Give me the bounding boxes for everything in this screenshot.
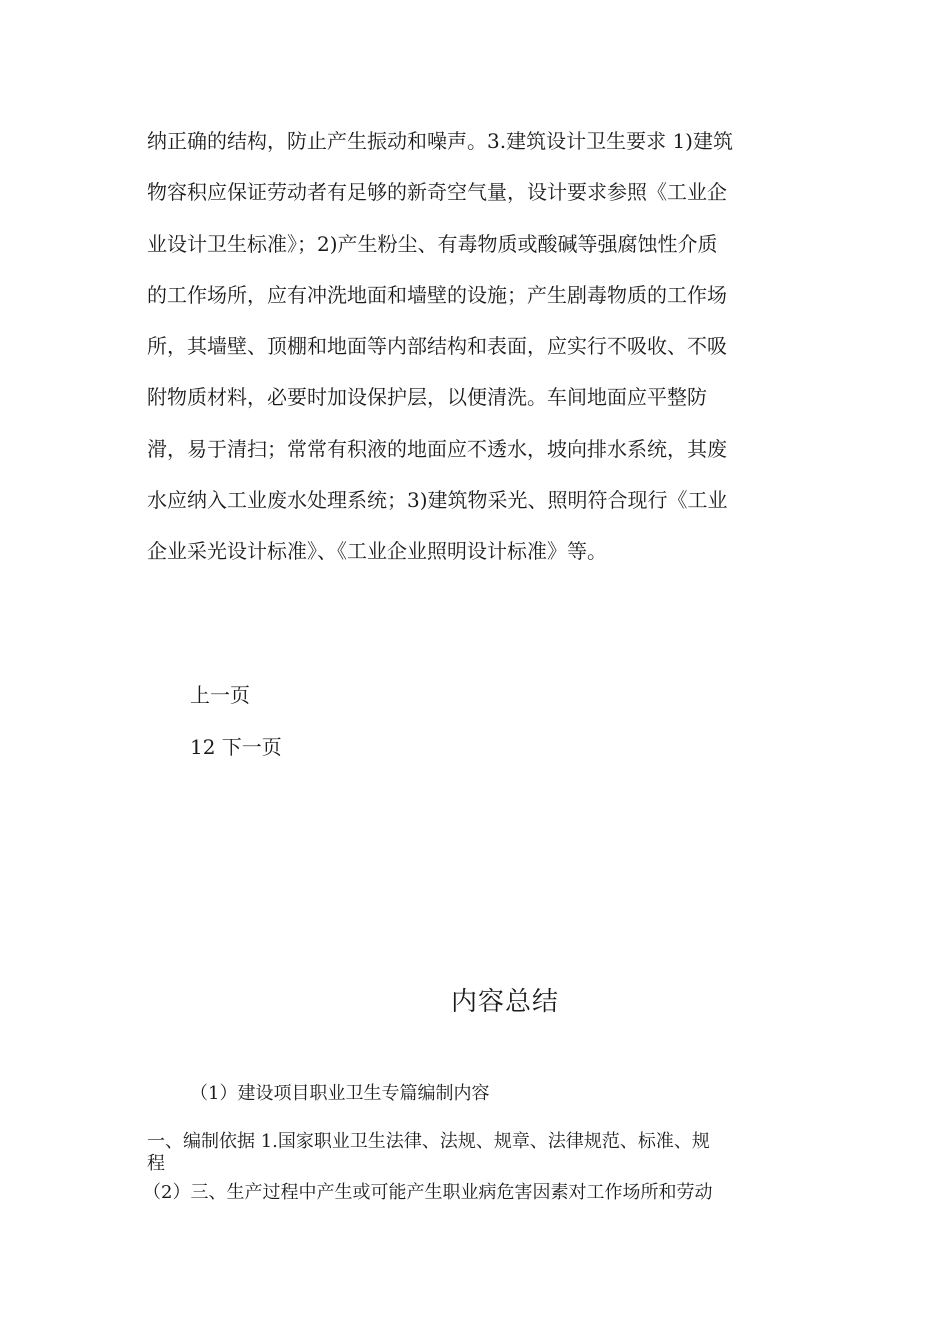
body-line: 纳正确的结构，防止产生振动和噪声。3.建筑设计卫生要求 1)建筑 [147,129,733,153]
body-line: 物容积应保证劳动者有足够的新奇空气量，设计要求参照《工业企 [147,180,727,205]
summary-item-2-line: 一、编制依据 1.国家职业卫生法律、法规、规章、法律规范、标准、规 [147,1131,710,1152]
body-line: 滑，易于清扫；常常有积液的地面应不透水，坡向排水系统，其废 [147,436,727,461]
summary-item-2-line: 程 [147,1153,165,1174]
body-line: 业设计卫生标准》；2)产生粉尘、有毒物质或酸碱等强腐蚀性介质 [147,231,718,256]
summary-item-3: （2）三、生产过程中产生或可能产生职业病危害因素对工作场所和劳动 [143,1182,713,1203]
body-line: 所，其墙壁、顶棚和地面等内部结构和表面，应实行不吸收、不吸 [147,334,727,359]
body-line: 水应纳入工业废水处理系统；3)建筑物采光、照明符合现行《工业 [147,488,728,513]
summary-item-1: （1）建设项目职业卫生专篇编制内容 [190,1083,490,1104]
summary-title: 内容总结 [450,987,559,1017]
summary-item-2 [147,1131,807,1175]
body-line: 的工作场所，应有冲洗地面和墙壁的设施；产生剧毒物质的工作场 [147,282,727,307]
prev-page-link[interactable]: 上一页 [190,683,250,707]
document-body [147,116,807,578]
next-page-link[interactable]: 12 下一页 [190,735,282,759]
body-line: 企业采光设计标准》、《工业企业照明设计标准》等。 [147,539,607,564]
body-line: 附物质材料，必要时加设保护层，以便清洗。车间地面应平整防 [147,385,707,410]
